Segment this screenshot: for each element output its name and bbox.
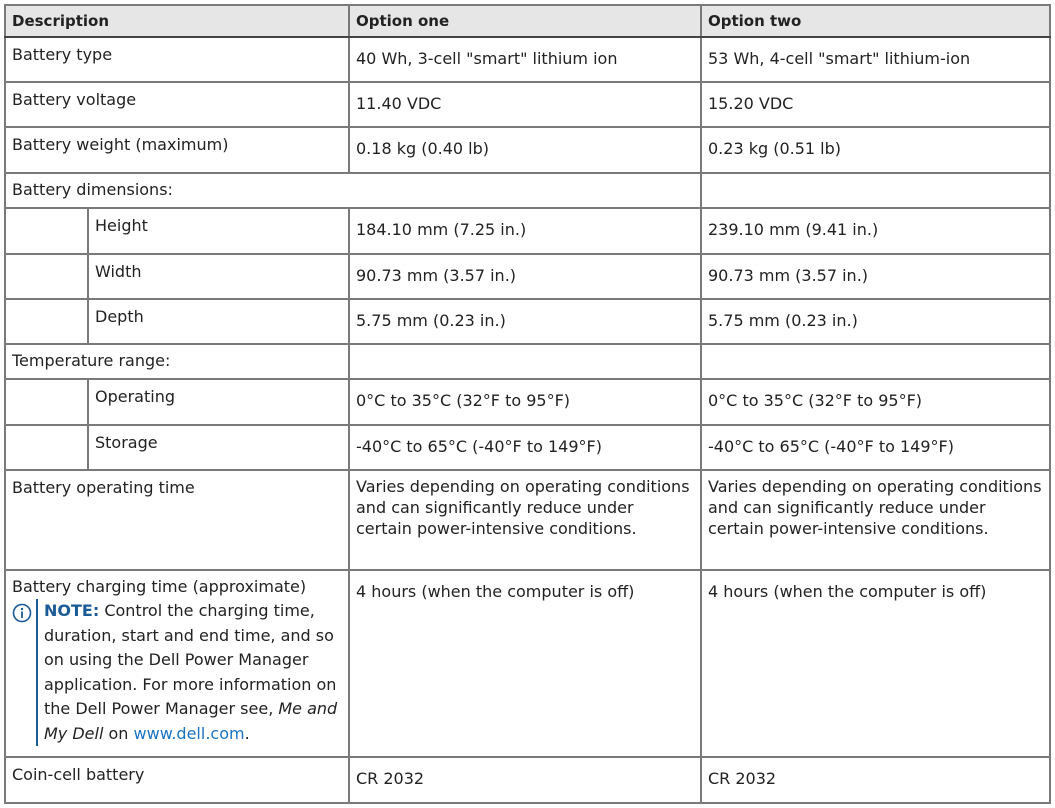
charging-time-cell	[5, 570, 349, 756]
note-body-2: on	[108, 723, 129, 743]
indent-cell	[5, 208, 88, 253]
section-label-temperature: Temperature range:	[5, 344, 349, 379]
note-end: .	[244, 723, 250, 743]
row-value-one: 0.18 kg (0.40 lb)	[349, 127, 701, 173]
row-value-one: 184.10 mm (7.25 in.)	[349, 208, 701, 253]
note-body: Control the charging time, duration, start and end time, and so on using the Dell Power Manager application. For more information on the Dell Power Manager see,	[44, 601, 337, 719]
row-label: Depth	[88, 299, 349, 344]
table-row	[5, 127, 1050, 173]
row-label: Storage	[88, 425, 349, 470]
row-value-one: Varies depending on operating conditions and can significantly reduce under certain power-intensive conditions.	[349, 470, 701, 570]
row-value-two	[701, 344, 1050, 379]
row-value-two: CR 2032	[701, 757, 1050, 803]
row-label: Coin-cell battery	[5, 757, 349, 803]
section-label-dimensions: Battery dimensions:	[5, 173, 701, 208]
row-label: Battery charging time (approximate)	[12, 577, 307, 597]
note-box	[12, 599, 342, 746]
row-value-one: 90.73 mm (3.57 in.)	[349, 254, 701, 299]
row-value-one: 40 Wh, 3-cell "smart" lithium ion	[349, 37, 701, 82]
indent-cell	[5, 299, 88, 344]
row-value-two: 4 hours (when the computer is off)	[701, 570, 1050, 756]
table-row	[5, 299, 1050, 344]
table-row	[5, 208, 1050, 253]
table-row	[5, 379, 1050, 425]
row-label: Battery voltage	[5, 82, 349, 127]
battery-spec-table	[4, 4, 1051, 804]
table-header-row	[5, 5, 1050, 37]
table-row	[5, 344, 1050, 379]
dell-link[interactable]: www.dell.com	[133, 723, 245, 743]
note-italic-ref: Me and My Dell	[44, 699, 338, 743]
table-row	[5, 425, 1050, 470]
table-row	[5, 82, 1050, 127]
row-value-two	[701, 173, 1050, 208]
row-value-two: Varies depending on operating conditions and can significantly reduce under certain power-intensive conditions.	[701, 470, 1050, 570]
row-value-two: 53 Wh, 4-cell "smart" lithium-ion	[701, 37, 1050, 82]
note-text	[36, 599, 342, 746]
indent-cell	[5, 254, 88, 299]
row-value-two: 90.73 mm (3.57 in.)	[701, 254, 1050, 299]
table-row	[5, 757, 1050, 803]
row-label: Battery operating time	[5, 470, 349, 570]
row-value-one: 4 hours (when the computer is off)	[349, 570, 701, 756]
header-option-one: Option one	[349, 5, 701, 37]
row-value-one: 0°C to 35°C (32°F to 95°F)	[349, 379, 701, 425]
table-row	[5, 37, 1050, 82]
row-value-two: 0°C to 35°C (32°F to 95°F)	[701, 379, 1050, 425]
row-value-two: -40°C to 65°C (-40°F to 149°F)	[701, 425, 1050, 470]
table-row	[5, 470, 1050, 570]
row-label: Width	[88, 254, 349, 299]
row-value-two: 0.23 kg (0.51 lb)	[701, 127, 1050, 173]
indent-cell	[5, 379, 88, 425]
row-value-two: 15.20 VDC	[701, 82, 1050, 127]
info-circle-icon	[12, 599, 36, 746]
row-value-two: 239.10 mm (9.41 in.)	[701, 208, 1050, 253]
row-label: Battery type	[5, 37, 349, 82]
header-description: Description	[5, 5, 349, 37]
header-option-two: Option two	[701, 5, 1050, 37]
row-label: Battery weight (maximum)	[5, 127, 349, 173]
table-row	[5, 173, 1050, 208]
row-value-one: 11.40 VDC	[349, 82, 701, 127]
row-label: Operating	[88, 379, 349, 425]
table-row	[5, 254, 1050, 299]
row-value-two: 5.75 mm (0.23 in.)	[701, 299, 1050, 344]
row-label: Height	[88, 208, 349, 253]
indent-cell	[5, 425, 88, 470]
row-value-one: 5.75 mm (0.23 in.)	[349, 299, 701, 344]
row-value-one	[349, 344, 701, 379]
table-row	[5, 570, 1050, 756]
row-value-one: -40°C to 65°C (-40°F to 149°F)	[349, 425, 701, 470]
row-value-one: CR 2032	[349, 757, 701, 803]
note-label: NOTE:	[44, 601, 100, 621]
